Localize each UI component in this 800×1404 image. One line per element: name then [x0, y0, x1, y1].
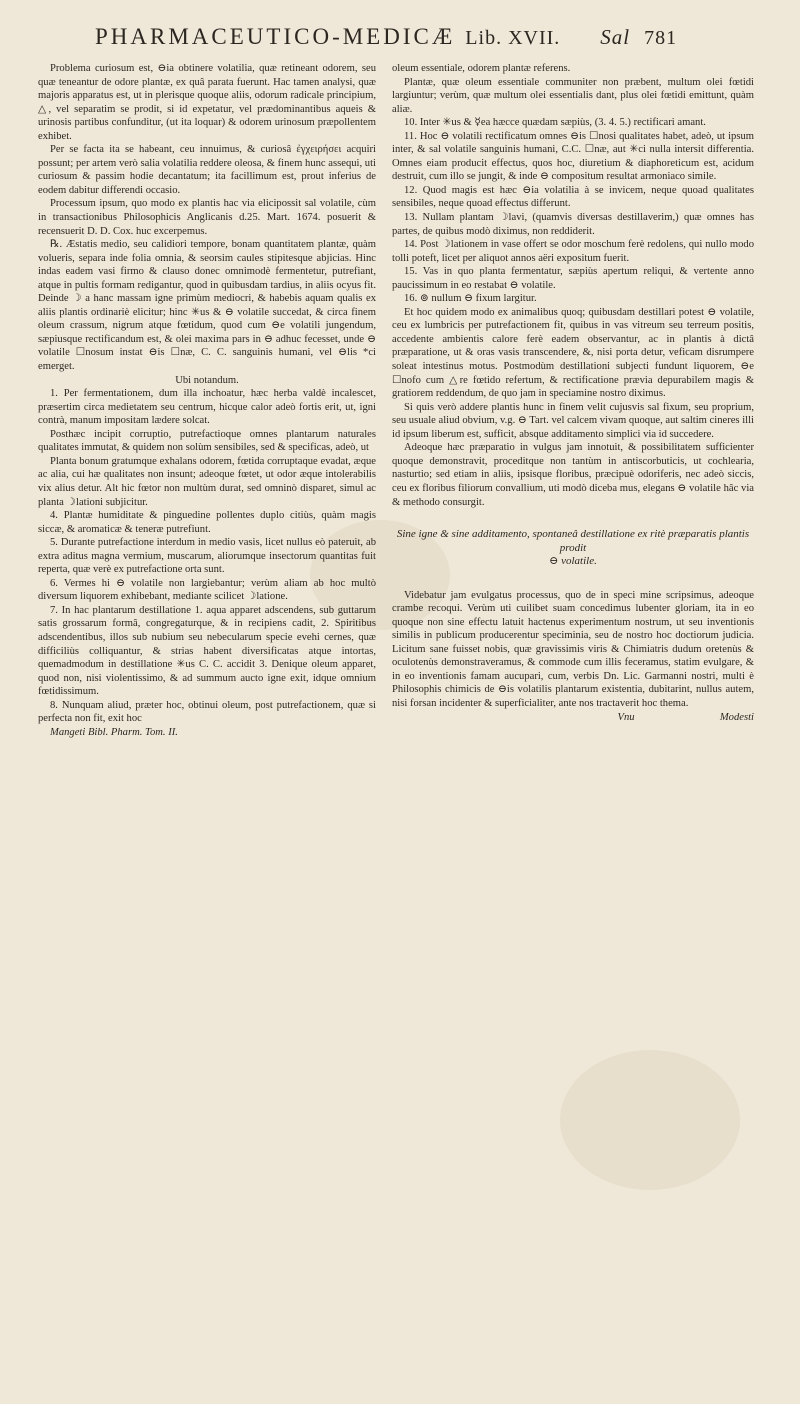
paragraph: Problema curiosum est, ⊖ia obtinere volatilia, quæ retineant odorem, seu quæ teneantur de odore plantæ, ex quâ parata fuerunt. Hac tamen analysi, quæ majoris apparatus est, ut in plerisque quoque aliis, odorum radicale principium, △, vel separatim se prodit, si id expetatur, vel prædominantibus aqueis & urinosis partibus confunditur, (ut ita loquar) & odorem urinosum præpollentem exhibet.: [38, 63, 376, 142]
numbered-paragraph: 7. In hac plantarum destillatione 1. aqua apparet adscendens, sub guttarum satis grossarum formâ, congregaturque, & in recipiens cadit, 2. Spiritibus adscendentibus, illos sub nubium seu nebecularum specie evehi cernes, quæ difficiliùs colliquantur, & strias habent diversificatas atque intortas, quemadmodum in destillatione ✳us C. C. accidit 3. Denique oleum apparet, quod non, nisi violentissimo, & ad summum aucto igne exit, idque omnium fœtidissimum.: [38, 604, 376, 698]
numbered-paragraph: 12. Quod magis est hæc ⊖ia volatilia à se invicem, neque quoad qualitates sensibiles, neque quoad effectus differunt.: [392, 184, 754, 210]
numbered-paragraph: 8. Nunquam aliud, præter hoc, obtinui oleum, post putrefactionem, quæ si perfecta non fit, exit hoc: [38, 699, 376, 725]
catchword: [392, 711, 754, 725]
numbered-paragraph: 4. Plantæ humiditate & pinguedine pollentes duplo citiùs, quàm magis siccæ, & aromaticæ & teneræ putrefiunt.: [38, 510, 376, 535]
catchword-next: Modesti: [719, 711, 754, 723]
paragraph: Posthæc incipit corruptio, putrefactioque omnes plantarum naturales qualitates immutat, & quidem non solùm sensibiles, sed & specificas, adeò, ut: [38, 428, 376, 454]
numbered-paragraph: 14. Post ☽lationem in vase offert se odor moschum ferè redolens, qui nullo modo tolli poteft, licet per aliquot annos aëri expositum fuerit.: [392, 239, 754, 264]
section-heading-symbol: ⊖ volatile.: [549, 555, 597, 568]
section-heading: Sine igne & sine additamento, spontaneâ destillatione ex ritè præparatis plantis prodit: [396, 528, 750, 555]
paragraph: Planta bonum gratumque exhalans odorem, fœtida corruptaque evadat, æque ac alia, cui hæ qualitates non insunt; adeoque fœtet, ut odor æque intolerabilis vix alius detur. Alt hic fœtor non multùm durat, sed omninò disparet, simul ac planta ☽lationi subjicitur.: [38, 455, 376, 508]
page-number: 781: [644, 27, 678, 49]
numbered-paragraph: 1. Per fermentationem, dum illa inchoatur, hæc herba valdè incalescet, præsertim circa medietatem seu centrum, hicque calor adeò fortis erit, ut, igni contrà, manum impositam lædere solcat.: [38, 388, 376, 427]
paragraph: Videbatur jam evulgatus processus, quo de in speci mine scripsimus, adeoque crambe recoqui. Verùm uti cuilibet suam concedimus lubenter gloriam, ita in eo quoque non sine effectu latuit hactenus experimentum nostrum, ut seu inventionis similis in publicum producerentur speciminia, seu de nostro hoc doctiorum judicia. Licitum sane fuisset nobis, quæ gravissimis viris & Chimiatris dudum oretenùs & oculotenùs demonstraveramus, & commode cum illis feceramus, statim evulgare, & in eo inventionis famam aucupari, cum, verbis Dn. Lic. Garmanni nostri, multi è Philosophis chimicis de ⊖is volatilis plantarum existentia, dubitarint, nullus autem, nisi forsan incidenter & superficialiter, ante nos tractaverit hoc thema.: [392, 589, 754, 709]
numbered-paragraph: 5. Durante putrefactione interdum in medio vasis, licet nullus eò pateruit, ab extra aditus magna vermium, muscarum, aliorumque insectorum quantitas fuit reperta, quæ verè ex putrefactione orta sunt.: [38, 537, 376, 576]
numbered-paragraph: 16. ⊚ nullum ⊖ fixum largitur.: [404, 293, 537, 305]
numbered-paragraph: 6. Vermes hi ⊖ volatile non largiebantur; verùm aliam ab hoc multò diversum liquorem exhibebant, mediante scilicet ☽latione.: [38, 577, 376, 603]
catchword-first: Vnu: [617, 711, 635, 723]
paragraph: oleum essentiale, odorem plantæ referens.: [392, 63, 571, 74]
header-section: Sal: [600, 25, 631, 49]
paragraph: Per se facta ita se habeant, ceu innuimus, & curiosâ ἐγχειρήσει acquiri possunt; per artem verò salia volatilia reddere oleosa, & finem hunc assequi, uti curiosum & passim hodie decantatum; ita facillimum est, prout inferius de eodem dabitur differendi occasio.: [38, 144, 376, 196]
paragraph: Et hoc quidem modo ex animalibus quoq; quibusdam destillari potest ⊖ volatile, ceu ex lumbricis per putrefactionem fit, quibus in vas vitreum seu terreum positis, accedente ambientis calore ferè eadem observantur, ac in plantis à dictâ præparatione, ut & oras vasis transcendere, &, nisi porta detur, veficam disrumpere soleat intestinus motus. Postmodùm destillationi subjecti fundunt liquorem, ⊖e ☐nofo cum △re fœtido refertum, & rectificatione prævia depurabilem magis & gratiorem reddendum, de quo jam in speciamine nostro diximus.: [392, 306, 754, 400]
paper-stain: [560, 1050, 740, 1190]
numbered-paragraph: 10. Inter ✳us & ☿ea hæcce quædam sæpiùs, (3. 4. 5.) rectificari amant.: [404, 117, 706, 129]
paragraph: Processum ipsum, quo modo ex plantis hac via elicipossit sal volatile, cùm in transactionibus Philosophicis Anglicanis d.25. Mart. 1674. posuerit & recensuerit D. D. Cox. huc excerpemus.: [38, 198, 376, 237]
header-title: PHARMACEUTICO-MEDICÆ: [95, 24, 456, 49]
header-book: Lib. XVII.: [465, 27, 561, 49]
paragraph: Adeoque hæc præparatio in vulgus jam innotuit, & possibilitatem sufficienter quoque demonstravit, proceditque non tantùm in antiscorbuticis, ut cochlearia, nasturtio; sed etiam in aliis, ipsisque floribus, præcipuè odoriferis, nec adeò siccis, ceu ex floribus filiorum convallium, uti modò diceba mus, elegans ⊖ volatile hâc via & methodo consurgit.: [392, 442, 754, 508]
numbered-paragraph: 13. Nullam plantam ☽lavi, (quamvis diversas destillaverim,) quæ omnes has partes, de quibus modò diximus, non reddiderit.: [392, 212, 754, 237]
numbered-paragraph: 11. Hoc ⊖ volatili rectificatum omnes ⊖is ☐nosi qualitates habet, adeò, ut ipsum inter, & sal volatile sanguinis humani, C.C. ☐næ, aut ✳ci nulla intersit differentia. Omnes eiam producit effectus, quos hoc, diuretium & diaphoreticum est, acidum destruit, cum illo se jungit, & inde ⊖ compositum resultat armoniaco simile.: [392, 130, 754, 183]
paragraph: Si quis verò addere plantis hunc in finem velit cujusvis sal fixum, seu proprium, seu usuale aliud obvium, v.g. ⊖ Tart. vel calcem vivam quoque, aut saltim cineres illi id ipsum liberum est, sufficit, absque additamento simplici via id succedere.: [392, 401, 754, 440]
recipe-paragraph: ℞. Æstatis medio, seu calidiori tempore, bonam quantitatem plantæ, quàm volueris, separa inde folia omnia, & seorsim caules stipitesque abjicias. Hinc indas eadem vasi firmo & clauso donec omnimodè fermentetur, putrefiant, atque in pultis formam redigantur, quod in quibusdam tardius, in aliis ocyus fit. Deinde ☽ a hanc massam igne primùm mediocri, & habebis aquam qualis ex aliis plantis ordinariè elicitur; hinc ✳us & ⊖ volatile succedat, & circa finem oleum crassum, nigrum atque fœtidum, quod cum ⊖e volatili jungendum, sæpiusque rectificandum est, & olei maxima pars in ⊖ adhuc fecesset, unde ⊖ volatile ☐nosum instat ⊖is ☐næ, C. C. sanguinis humani, vel ⊖lis *ci emerget.: [38, 239, 376, 373]
note-heading: Ubi notandum.: [175, 374, 239, 386]
left-column: [38, 62, 376, 739]
right-column: [392, 62, 754, 724]
signature-footnote: Mangeti Bibl. Pharm. Tom. II.: [50, 726, 178, 738]
numbered-paragraph: 15. Vas in quo planta fermentatur, sæpiùs apertum reliqui, & vertente anno paucissimum in eo restabat ⊖ volatile.: [392, 266, 754, 291]
paragraph: Plantæ, quæ oleum essentiale communiter non præbent, multum olei fœtidi largiuntur; verùm, quæ multum olei essentialis dant, plus olei fœtidi emittunt, quàm aliæ.: [392, 76, 754, 115]
